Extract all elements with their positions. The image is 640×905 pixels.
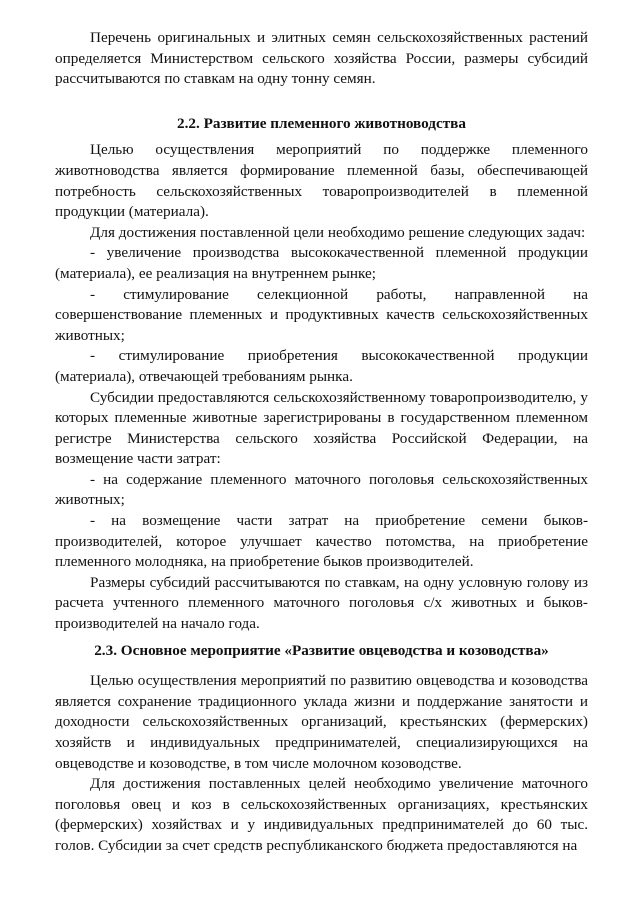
- paragraph: Для достижения поставленной цели необходимо решение следующих задач:: [90, 223, 586, 241]
- list-item: - стимулирование приобретения высококачественной продукции (материала), отвечающей требованиям рынка.: [55, 347, 588, 385]
- section-heading-2-2: 2.2. Развитие племенного животноводства: [177, 114, 466, 132]
- paragraph: Субсидии предоставляются сельскохозяйственному товаропроизводителю, у которых племенные животные зарегистрированы в государственном племенном регистре Министерства сельского хозяйства Российской Федерации, на возмещение части затрат:: [55, 388, 588, 468]
- section-2-2-body: [55, 140, 588, 634]
- list-item: - на возмещение части затрат на приобретение семени быков-производителей, которое улучшает качество потомства, на приобретение племенного молодняка, на приобретение быков производителей.: [55, 512, 588, 571]
- list-item: - стимулирование селекционной работы, направленной на совершенствование племенных и продуктивных качеств сельскохозяйственных животных;: [55, 285, 588, 344]
- paragraph: Для достижения поставленных целей необходимо увеличение маточного поголовья овец и коз в сельскохозяйственных организациях, крестьянских (фермерских) хозяйствах и у индивидуальных предпринимателей до 60 тыс. голов. Субсидии за счет средств республиканского бюджета предоставляются на: [55, 775, 588, 854]
- section-2-3-body: [55, 671, 588, 856]
- intro-paragraph: Перечень оригинальных и элитных семян сельскохозяйственных растений определяется Министерством сельского хозяйства России, размеры субсидий рассчитываются по ставкам на одну тонну семян.: [55, 29, 588, 88]
- paragraph: Размеры субсидий рассчитываются по ставкам, на одну условную голову из расчета учтенного племенного маточного поголовья с/х животных и быков-производителей на начало года.: [55, 573, 588, 633]
- paragraph: Целью осуществления мероприятий по поддержке племенного животноводства является формирование племенной базы, обеспечивающей потребность сельскохозяйственных товаропроизводителей в племенной продукции (материала).: [55, 141, 588, 221]
- section-heading-2-3: 2.3. Основное мероприятие «Развитие овцеводства и козоводства»: [94, 641, 549, 659]
- list-item: - увеличение производства высококачественной племенной продукции (материала), ее реализация на внутреннем рынке;: [55, 244, 588, 282]
- list-item: - на содержание племенного маточного поголовья сельскохозяйственных животных;: [55, 470, 588, 509]
- document-body: [55, 28, 588, 857]
- paragraph: Целью осуществления мероприятий по развитию овцеводства и козоводства является сохранение традиционного уклада жизни и поддержание занятости и доходности сельскохозяйственных организаций, крестьянских (фермерских) хозяйств и индивидуальных предпринимателей, специализирующихся на овцеводстве и козоводстве, в том числе молочном козоводстве.: [55, 672, 588, 772]
